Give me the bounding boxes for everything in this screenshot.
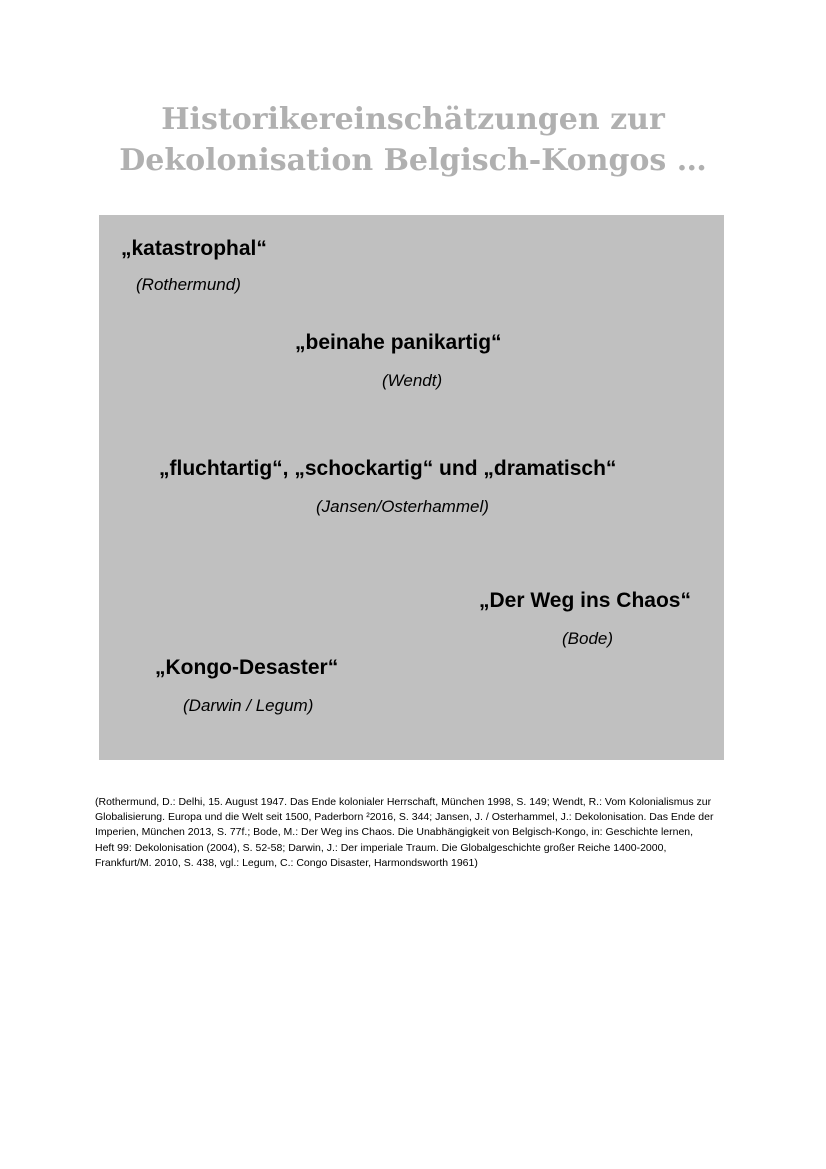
quote-attribution-5: (Darwin / Legum) [183, 696, 314, 715]
quote-text-2: „beinahe panikartig“ [295, 331, 502, 354]
quote-attribution-3: (Jansen/Osterhammel) [316, 497, 489, 516]
page-title: Historikereinschätzungen zur Dekolonisation Belgisch-Kongos … [119, 102, 707, 178]
quote-attribution-1: (Rothermund) [136, 275, 241, 294]
quote-text-4: „Der Weg ins Chaos“ [479, 589, 691, 612]
source-footnote: (Rothermund, D.: Delhi, 15. August 1947. Das Ende kolonialer Herrschaft, München 1998, S. 149; Wendt, R.: Vom Kolonialismus zur Globalisierung. Europa und die Welt seit 1500, Paderborn ²2016, S. 344; Jansen, J. / Osterhammel, J.: Dekolonisation. Das Ende der Imperien, München 2013, S. 77f.; Bode, M.: Der Weg ins Chaos. Die Unabhängigkeit von Belgisch-Kongo, in: Geschichte lernen, Heft 99: Dekolonisation (2004), S. 52-58; Darwin, J.: Der imperiale Traum. Die Globalgeschichte großer Reiche 1400-2000, Frankfurt/M. 2010, S. 438, vgl.: Legum, C.: Congo Disaster, Harmondsworth 1961) [95, 796, 714, 869]
quote-text-5: „Kongo-Desaster“ [155, 656, 339, 679]
quote-text-3: „fluchtartig“, „schockartig“ und „dramatisch“ [159, 457, 617, 480]
quote-text-1: „katastrophal“ [121, 237, 267, 260]
quote-attribution-2: (Wendt) [382, 371, 443, 390]
quote-attribution-4: (Bode) [562, 629, 614, 648]
quote-panel [99, 215, 724, 760]
